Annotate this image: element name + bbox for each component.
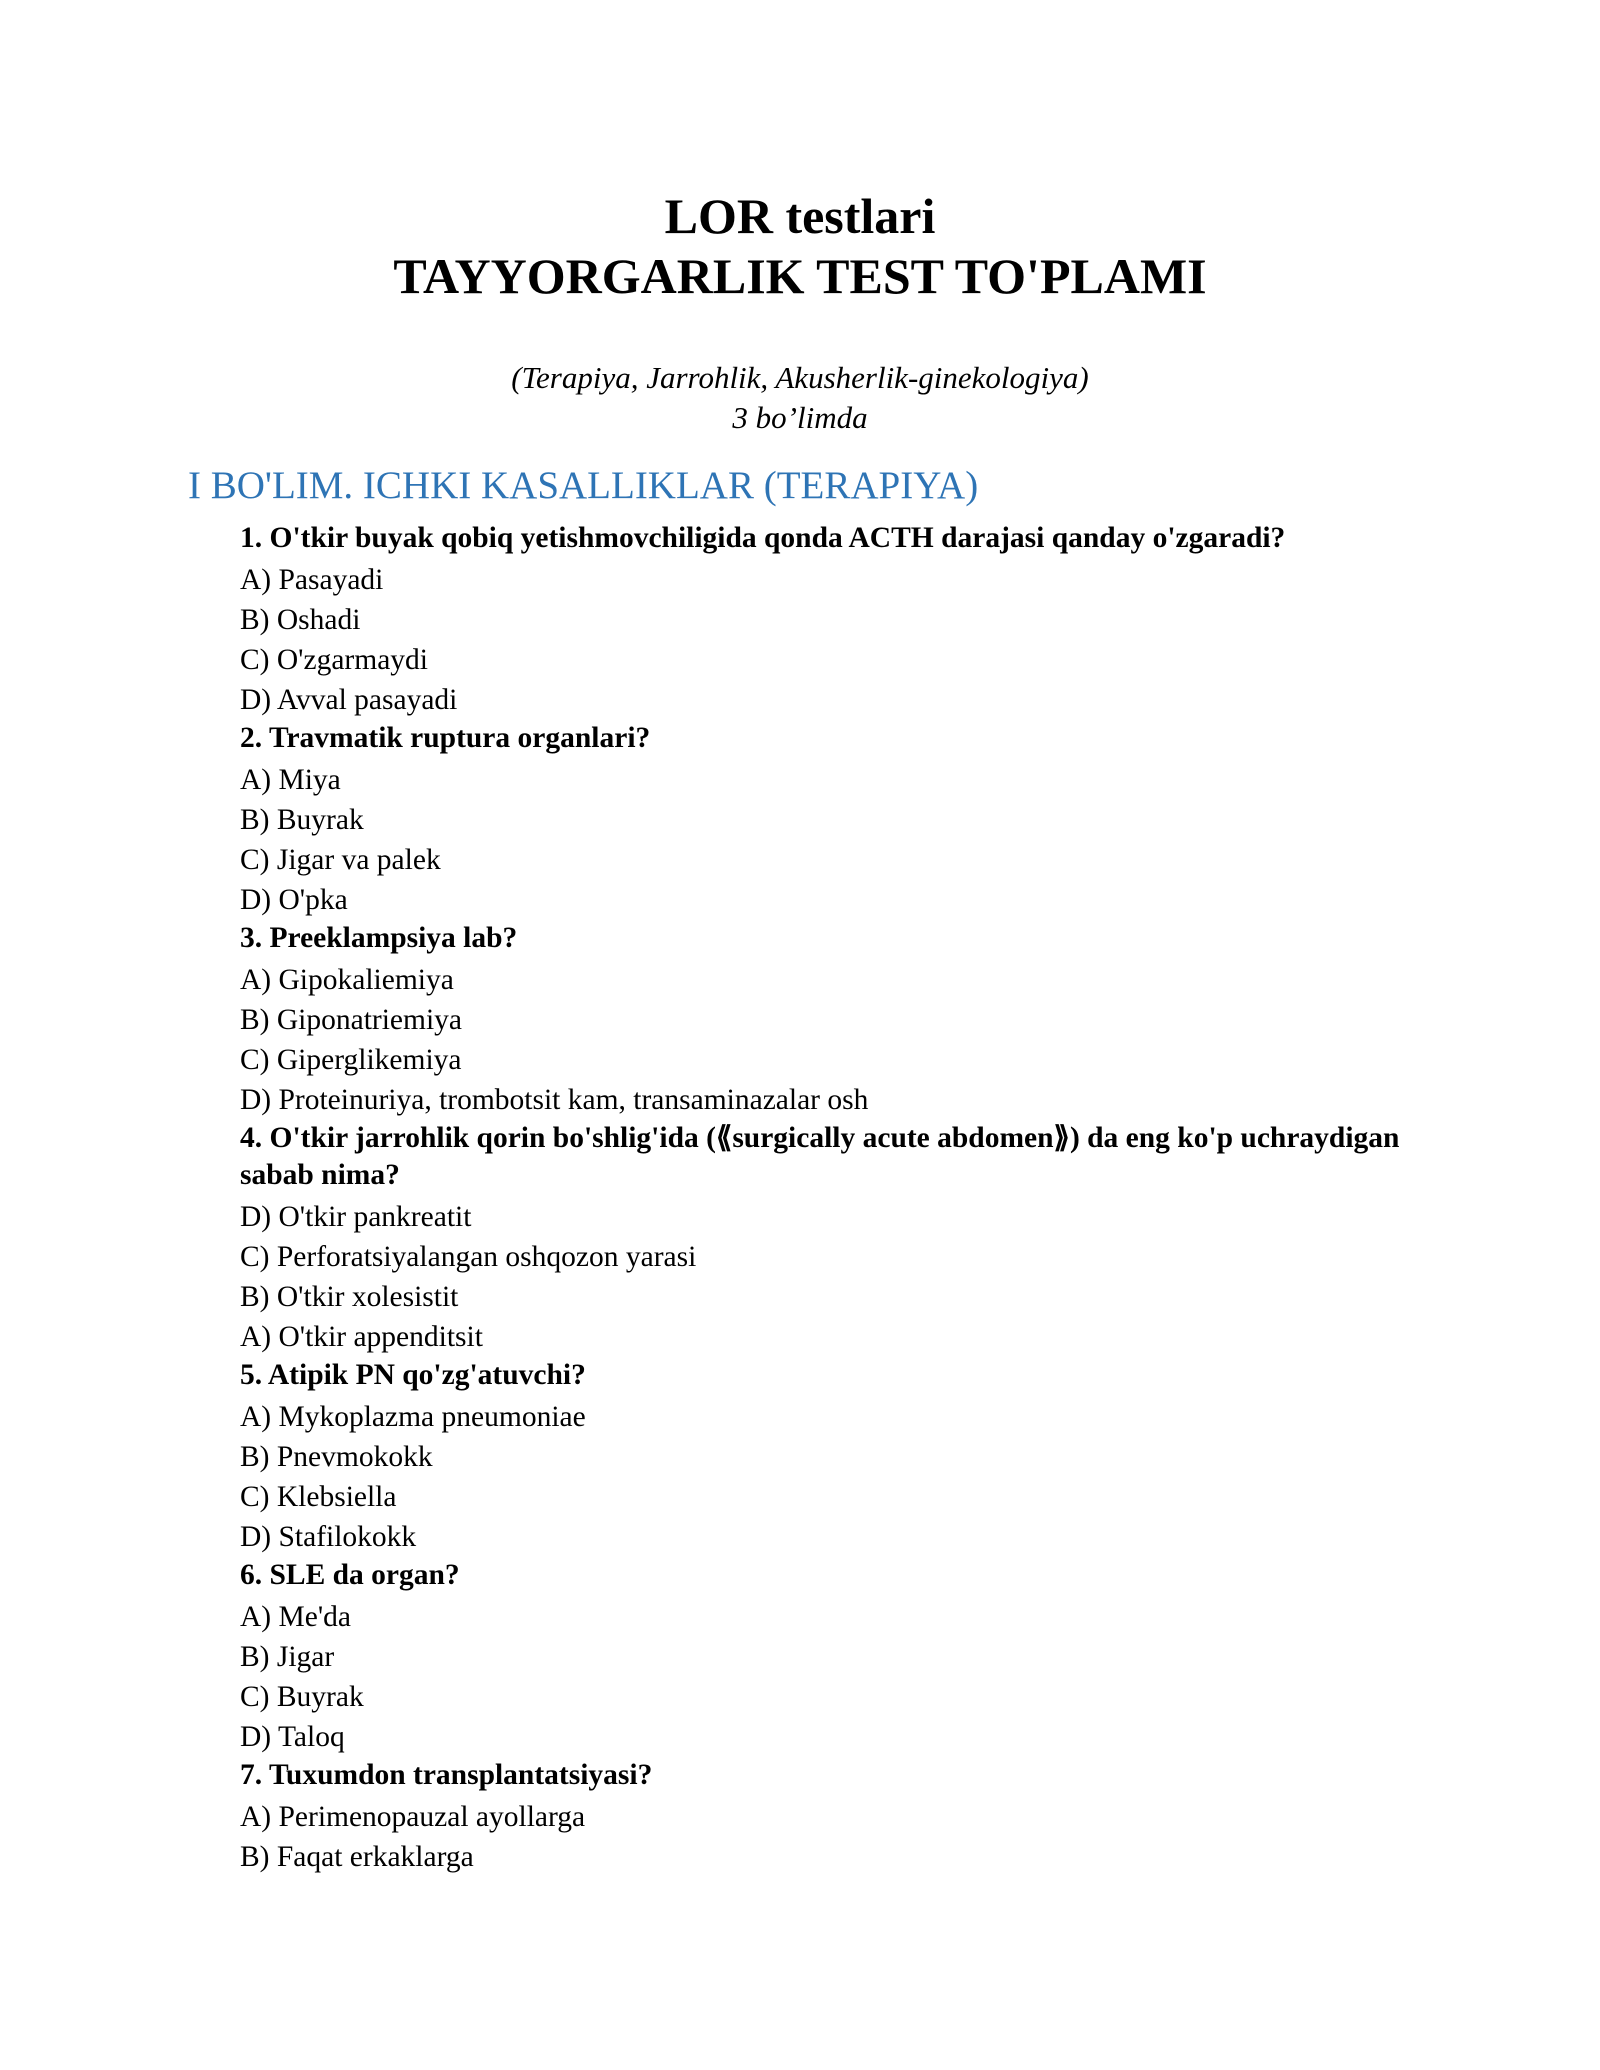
answer-option: D) Avval pasayadi	[240, 684, 458, 716]
answer-option: C) Giperglikemiya	[240, 1044, 462, 1076]
answer-option: D) Proteinuriya, trombotsit kam, transaminazalar osh	[240, 1084, 869, 1116]
answer-option: B) O'tkir xolesistit	[240, 1281, 459, 1313]
answer-option: B) Faqat erkaklarga	[240, 1841, 474, 1873]
question-block	[240, 520, 1400, 720]
answer-option: B) Pnevmokokk	[240, 1441, 433, 1473]
answer-option: A) O'tkir appenditsit	[240, 1321, 483, 1353]
answer-option: A) Me'da	[240, 1601, 351, 1633]
title-block	[0, 186, 1600, 306]
answer-option: D) Stafilokokk	[240, 1521, 417, 1553]
answer-option: B) Jigar	[240, 1641, 335, 1673]
question-block	[240, 920, 1400, 1120]
answer-option: A) Gipokaliemiya	[240, 964, 454, 996]
answer-option: C) Buyrak	[240, 1681, 364, 1713]
question-block	[240, 1120, 1400, 1357]
answer-option: A) Pasayadi	[240, 564, 384, 596]
answer-option: D) O'pka	[240, 884, 348, 916]
subtitle-block	[0, 358, 1600, 438]
question-block	[240, 1357, 1400, 1557]
subtitle-specialties: (Terapiya, Jarrohlik, Akusherlik-ginekologiya)	[511, 360, 1089, 395]
answer-option: B) Giponatriemiya	[240, 1004, 463, 1036]
answer-option: A) Perimenopauzal ayollarga	[240, 1801, 586, 1833]
answer-option: C) O'zgarmaydi	[240, 644, 428, 676]
section-heading: I BO'LIM. ICHKI KASALLIKLAR (TERAPIYA)	[188, 464, 979, 507]
answer-option: C) Perforatsiyalangan oshqozon yarasi	[240, 1241, 697, 1273]
question-text: 7. Tuxumdon transplantatsiyasi?	[240, 1759, 653, 1791]
answer-option: C) Klebsiella	[240, 1481, 397, 1513]
answer-option: B) Oshadi	[240, 604, 361, 636]
question-text: 6. SLE da organ?	[240, 1559, 460, 1591]
subtitle-parts: 3 bo’limda	[732, 400, 868, 435]
answer-option: B) Buyrak	[240, 804, 364, 836]
answer-option: D) Taloq	[240, 1721, 345, 1753]
question-block	[240, 1757, 1400, 1877]
answer-option: C) Jigar va palek	[240, 844, 441, 876]
question-block	[240, 1557, 1400, 1757]
answer-option: D) O'tkir pankreatit	[240, 1201, 472, 1233]
question-text: 4. O'tkir jarrohlik qorin bo'shlig'ida (⟪surgically acute abdomen⟫) da eng ko'p uchraydigan sabab nima?	[240, 1122, 1400, 1191]
question-text: 5. Atipik PN qo'zg'atuvchi?	[240, 1359, 586, 1391]
document-title: LOR testlari	[664, 188, 936, 244]
answer-option: A) Miya	[240, 764, 341, 796]
answer-option: A) Mykoplazma pneumoniae	[240, 1401, 586, 1433]
question-text: 1. O'tkir buyak qobiq yetishmovchiligida qonda ACTH darajasi qanday o'zgaradi?	[240, 522, 1286, 554]
question-block	[240, 720, 1400, 920]
document-subtitle-title: TAYYORGARLIK TEST TO'PLAMI	[393, 248, 1207, 304]
question-text: 3. Preeklampsiya lab?	[240, 922, 518, 954]
question-list	[240, 520, 1400, 1877]
question-text: 2. Travmatik ruptura organlari?	[240, 722, 651, 754]
